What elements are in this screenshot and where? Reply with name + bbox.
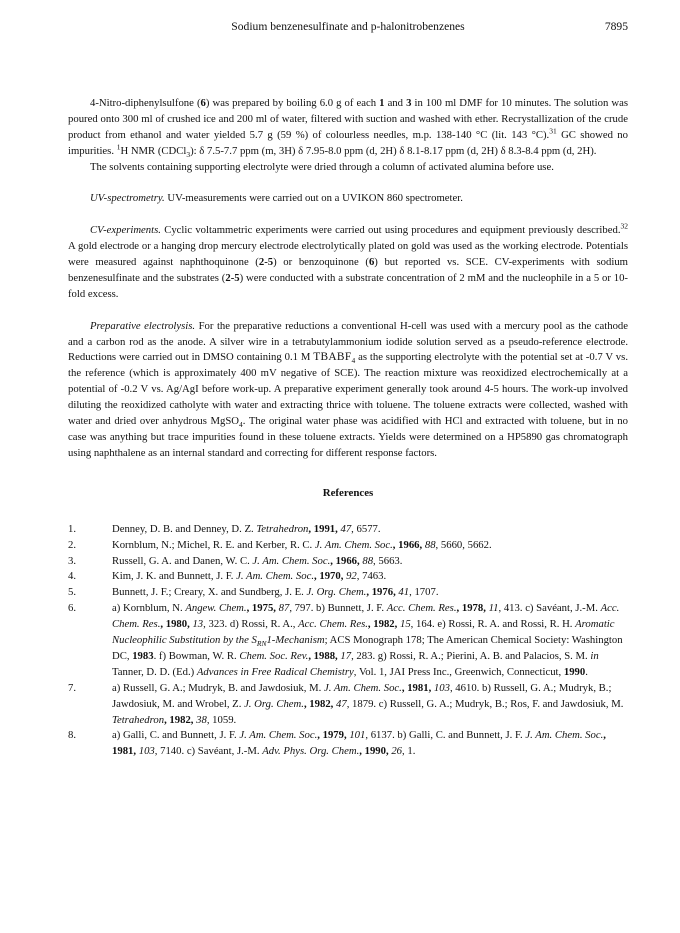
text: A gold electrode or a hanging drop mercury electrode electrolytically plated on gold was used as the working electrode. Potentials were measured against naphthoquinone (	[68, 240, 628, 269]
journal: J. Am. Chem. Soc.	[252, 554, 331, 567]
authors: Kim, J. K. and Bunnett, J. F.	[112, 570, 237, 583]
compound-ref: 1	[379, 97, 385, 109]
year: , 1982,	[367, 618, 400, 631]
text: GC showed no impurities.	[68, 128, 628, 157]
volume: 13	[192, 618, 204, 631]
subscript: 4	[239, 420, 243, 430]
volume: 41	[398, 586, 410, 599]
text: UV-measurements were carried out on a UVIKON 860 spectrometer.	[164, 192, 463, 205]
reference-item	[68, 585, 628, 601]
journal: Acc. Chem. Res.	[298, 618, 368, 631]
journal: J. Am. Chem. Soc.	[239, 729, 318, 742]
pages: , 7463.	[356, 570, 387, 583]
journal: J. Am. Chem. Soc.	[525, 729, 604, 742]
year: , 1981,	[112, 729, 606, 758]
volume: 26	[391, 745, 403, 758]
reference-item	[68, 728, 628, 760]
reference-number: 6.	[68, 602, 77, 615]
spacer	[68, 207, 628, 223]
reference-number: 4.	[68, 570, 77, 583]
section-heading: CV-experiments.	[90, 224, 161, 237]
journal: Angew. Chem.	[185, 602, 247, 615]
pages: , 797. b) Bunnett, J. F.	[289, 602, 387, 615]
running-title-text: Sodium benzenesulfinate and p-halonitrobenzenes	[231, 20, 465, 33]
citation-sup: 32	[620, 221, 628, 231]
pages: .	[585, 665, 588, 678]
subscript: 4	[351, 356, 356, 366]
pages: , 4610. b) Russell, G. A.; Mudryk, B.; Jawdosiuk, M. and Wrobel, Z.	[112, 681, 612, 710]
text: ) or benzoquinone (	[273, 256, 369, 269]
pages: , 1.	[402, 745, 416, 758]
reference-number: 2.	[68, 538, 77, 551]
cv-paragraph	[68, 223, 628, 303]
reference-item	[68, 601, 628, 681]
preparative-paragraph	[68, 319, 628, 462]
reference-text	[112, 601, 628, 681]
volume: 87	[278, 602, 290, 615]
publisher: ; ACS Monograph 178; The American Chemical Society: Washington DC,	[112, 634, 623, 662]
running-title	[68, 20, 628, 33]
reference-number: 1.	[68, 522, 77, 535]
volume: 17	[340, 649, 352, 662]
year: , 1978,	[456, 602, 489, 615]
pages: , 1059.	[206, 713, 237, 726]
authors: Russell, G. A. and Danen, W. C.	[112, 554, 253, 567]
text: Cyclic voltammetric experiments were carried out using procedures and equipment previously described.	[160, 224, 621, 237]
authors: a) Russell, G. A.; Mudryk, B. and Jawdosiuk, M.	[112, 681, 324, 694]
year: , 1966,	[330, 554, 363, 567]
reference-item	[68, 538, 628, 554]
compound-ref: 2-5	[225, 271, 240, 284]
journal: J. Am. Chem. Soc.	[236, 570, 315, 583]
reference-item	[68, 569, 628, 585]
book-title-part: Aromatic Nucleophilic Substitution by the S	[112, 618, 615, 647]
pages: , 1707.	[409, 586, 439, 599]
pages: , 6577.	[351, 522, 381, 535]
reference-text	[112, 585, 628, 601]
journal: J. Am. Chem. Soc.	[314, 538, 393, 551]
journal: J. Am. Chem. Soc.	[323, 681, 402, 694]
year: 1990	[563, 665, 586, 678]
text: For the preparative reductions a conventional H-cell was used with a mercury pool as the cathode and a carbon rod as the anode. A silver wire in a tetrabutylammonium iodide solution served as a pseudo-reference electrode. Reductions were carried out in DMSO containing 0.1 M	[68, 319, 628, 364]
isotope-sup: 1	[116, 142, 121, 152]
reference-item	[68, 554, 628, 570]
authors: a) Kornblum, N.	[112, 602, 186, 615]
journal: J. Org. Chem.	[244, 697, 304, 710]
citation-sup: 31	[549, 126, 557, 136]
reference-number: 5.	[68, 586, 77, 599]
year: , 1990,	[359, 745, 392, 758]
pages: . f) Bowman, W. R.	[153, 649, 240, 662]
compound-ref: 3	[406, 97, 412, 109]
pages: , 6137. b) Galli, C. and Bunnett, J. F.	[365, 729, 526, 742]
text: ) were conducted with a substrate concentration of 2 mM and the nucleophile in a 5 or 10-fold excess.	[68, 271, 628, 300]
text: as the supporting electrolyte with the potential set at -0.7 V vs. the reference (which is approximately 400 mV negative of SCE). The reaction mixture was reoxidized electrochemically at a potential of -0.2 V vs. Ag/AgI before work-up. A preparative experiment generally took around 4-5 hours. The work-up involved diluting the reoxidized catholyte with water and extracting thrice with toluene. The toluene extracts were collected, washed with water and dried over anhydrous MgSO	[68, 351, 628, 428]
volume: 103	[433, 681, 450, 694]
year: , 1979,	[317, 729, 350, 742]
pages: , 1879. c) Russell, G. A.; Mudryk, B.; Ros, F. and Jawdosiuk, M.	[346, 697, 624, 710]
authors: a) Galli, C. and Bunnett, J. F.	[112, 729, 240, 742]
running-header	[68, 20, 628, 38]
solvents-paragraph: The solvents containing supporting electrolyte were dried through a column of activated alumina before use.	[90, 160, 554, 173]
reference-number: 7.	[68, 681, 77, 694]
uv-paragraph	[68, 191, 628, 207]
section-heading: UV-spectrometry.	[90, 192, 165, 205]
year: , 1981,	[401, 681, 434, 694]
year: , 1982,	[164, 713, 197, 726]
authors: Denney, D. B. and Denney, D. Z.	[112, 522, 257, 535]
year: , 1988,	[308, 649, 341, 662]
reference-number: 8.	[68, 729, 77, 742]
volume: 88	[362, 554, 374, 567]
text: ): δ 7.5-7.7 ppm (m, 3H) δ 7.95-8.0 ppm (d, 2H) δ 8.1-8.17 ppm (d, 2H) δ 8.3-8.4 ppm (d, 2H).	[190, 144, 597, 157]
volume: 103	[138, 745, 155, 758]
text: ) was prepared by boiling 6.0 g of each	[205, 97, 380, 109]
electrolyte-name: TBABF	[313, 351, 352, 364]
volume: 15	[399, 618, 411, 631]
reference-text	[112, 728, 628, 760]
book-title-part: 1-Mechanism	[266, 634, 325, 647]
subscript: RN	[256, 639, 267, 649]
reference-text	[112, 681, 628, 729]
pages: , 5660, 5662.	[435, 538, 492, 551]
volume: 101	[349, 729, 366, 742]
references-heading: References	[322, 486, 374, 499]
article-body	[68, 96, 628, 760]
reference-item	[68, 681, 628, 729]
text: H NMR (CDCl	[120, 144, 187, 157]
volume: 92	[346, 570, 357, 583]
pages: , 5663.	[373, 554, 403, 567]
reference-text	[112, 522, 628, 538]
reference-item	[68, 522, 628, 538]
journal: Acc. Chem. Res.	[386, 602, 457, 615]
year: , 1991,	[308, 522, 341, 535]
book-title: Advances in Free Radical Chemistry	[196, 665, 354, 678]
in-word: in	[590, 649, 599, 662]
year: 1983	[132, 649, 154, 662]
text: ) but reported vs. SCE. CV-experiments with sodium benzenesulfinate and the substrates (	[68, 256, 628, 284]
journal: Acc. Chem. Res.	[112, 602, 620, 631]
subscript: 3	[186, 149, 191, 159]
year: , 1982,	[303, 697, 336, 710]
text: 4-Nitro-diphenylsulfone (	[90, 97, 201, 109]
pages: , 323. d) Rossi, R. A.,	[203, 618, 299, 631]
compound-ref: 6	[368, 256, 375, 269]
publisher: , Vol. 1, JAI Press Inc., Greenwich, Connecticut,	[353, 665, 564, 678]
reference-list	[68, 522, 628, 761]
reference-text	[112, 538, 628, 554]
page-number: 7895	[604, 20, 628, 33]
volume: 11	[488, 602, 499, 615]
text: . The original water phase was acidified with HCl and extracted with toluene, but in no case was anything but trace impurities found in these toluene extracts. Yields were determined on a HP5890 gas chromatograph using naphthalene as an internal standard and correcting for different response factors.	[68, 415, 628, 459]
journal: Tetrahedron	[112, 713, 165, 726]
journal: J. Org. Chem.	[306, 586, 367, 599]
reference-text	[112, 569, 628, 585]
editor: Tanner, D. D. (Ed.)	[112, 665, 197, 678]
year: , 1970,	[314, 570, 347, 583]
year: , 1980,	[160, 618, 193, 631]
volume: 88	[424, 538, 436, 551]
pages: , 164. e) Rossi, R. A. and Rossi, R. H.	[410, 618, 576, 631]
year: , 1966,	[392, 538, 425, 551]
volume: 47	[336, 697, 347, 710]
compound-ref: 2-5	[258, 256, 274, 269]
journal: Adv. Phys. Org. Chem.	[262, 745, 360, 758]
year: , 1975,	[246, 602, 279, 615]
volume: 38	[196, 713, 207, 726]
text: and	[384, 97, 407, 109]
pages: , 283. g) Rossi, R. A.; Pierini, A. B. and Palacios, S. M.	[351, 649, 591, 662]
text: in 100 ml DMF for 10 minutes. The solution was poured onto 300 ml of crushed ice and 200 ml of water, filtered with suction and washed with ether. Recrystallization of the crude product from ethanol and water yielded 5.7 g (59 %) of colourless needles, m.p. 138-140 °C (lit. 143 °C).	[68, 97, 628, 141]
reference-number: 3.	[68, 554, 77, 567]
authors: Bunnett, J. F.; Creary, X. and Sundberg, J. E.	[112, 586, 307, 599]
authors: Kornblum, N.; Michel, R. E. and Kerber, R. C.	[112, 538, 315, 551]
compound-ref: 6	[200, 97, 206, 109]
year: , 1976,	[366, 586, 399, 599]
volume: 47	[340, 522, 352, 535]
spacer	[68, 176, 628, 192]
pages: , 7140. c) Savéant, J.-M.	[154, 745, 263, 758]
pages: , 413. c) Savéant, J.-M.	[498, 602, 601, 615]
journal: Tetrahedron	[256, 522, 309, 535]
section-heading: Preparative electrolysis.	[90, 319, 196, 332]
spacer	[68, 303, 628, 319]
synthesis-paragraph	[68, 96, 628, 160]
reference-text	[112, 554, 628, 570]
journal: Chem. Soc. Rev.	[239, 649, 309, 662]
